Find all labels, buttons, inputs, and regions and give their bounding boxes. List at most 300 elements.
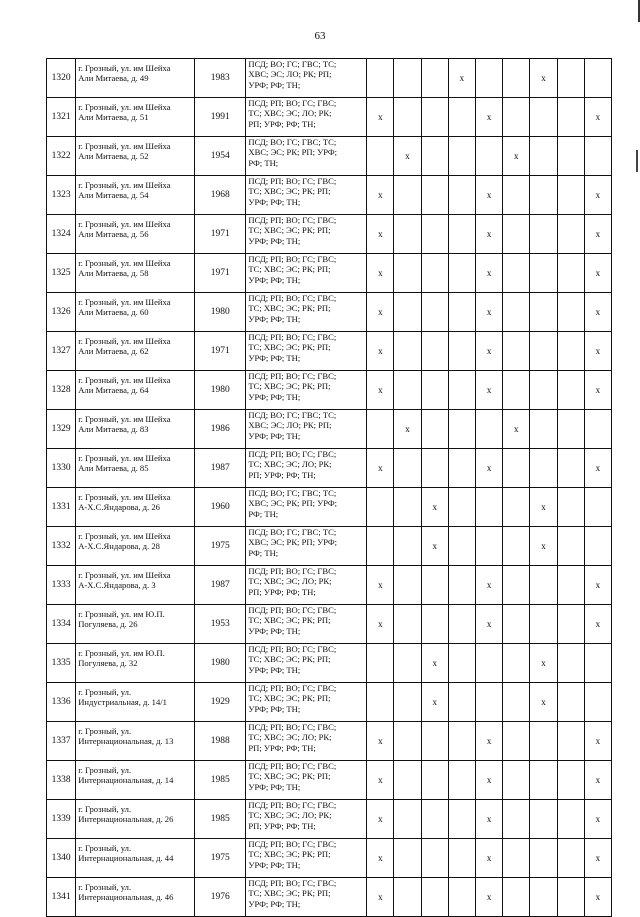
row-number: 1323	[47, 176, 76, 215]
mark-cell	[475, 59, 502, 98]
address-cell	[76, 878, 195, 917]
services-line: ПСД; РП; ВО; ГС; ГВС;	[248, 371, 337, 381]
services-line: ХВС; ЭС; ЛО; РК; РП;	[248, 69, 332, 80]
address-line: Интернациональная, д. 46	[78, 892, 174, 902]
year-cell: 1985	[195, 800, 246, 839]
mark-cell	[557, 683, 584, 722]
address-line: г. Грозный, ул. им Шейха	[78, 141, 171, 151]
table-row	[47, 293, 612, 332]
mark-cell: x	[584, 566, 611, 605]
address-cell	[76, 488, 195, 527]
mark-cell	[530, 410, 557, 449]
year-cell: 1953	[195, 605, 246, 644]
mark-cell	[421, 722, 448, 761]
services-line: ХВС; ЭС; РК; РП; УРФ;	[248, 537, 338, 548]
mark-cell	[367, 488, 394, 527]
mark-cell: x	[530, 644, 557, 683]
row-number: 1336	[47, 683, 76, 722]
table-row	[47, 410, 612, 449]
mark-cell	[503, 644, 530, 683]
address-cell	[76, 566, 195, 605]
address-line: г. Грозный, ул. им Шейха	[78, 336, 171, 346]
mark-cell	[503, 527, 530, 566]
mark-cell	[557, 332, 584, 371]
services-line: УРФ; РФ; ТН;	[248, 430, 301, 441]
mark-cell	[557, 137, 584, 176]
mark-cell: x	[367, 566, 394, 605]
services-line: ХВС; ЭС; ЛО; РК; РП;	[248, 420, 332, 431]
mark-cell	[394, 371, 421, 410]
services-line: ПСД; ВО; ГС; ГВС; ТС;	[248, 59, 337, 69]
services-line: ТС; ХВС; ЭС; РК; РП;	[248, 381, 331, 392]
mark-cell	[584, 683, 611, 722]
address-line: Интернациональная, д. 13	[78, 736, 174, 746]
mark-cell	[557, 722, 584, 761]
mark-cell	[394, 605, 421, 644]
mark-cell	[394, 449, 421, 488]
row-number: 1330	[47, 449, 76, 488]
services-line: ХВС; ЭС; РК; РП; УРФ;	[248, 147, 338, 158]
services-line: ХВС; ЭС; РК; РП; УРФ;	[248, 498, 338, 509]
services-cell	[246, 605, 367, 644]
address-cell	[76, 683, 195, 722]
page-number: 63	[314, 30, 326, 42]
services-line: ТС; ХВС; ЭС; РК; РП;	[248, 771, 331, 782]
services-line: ТС; ХВС; ЭС; ЛО; РК;	[248, 810, 332, 821]
mark-cell	[557, 371, 584, 410]
services-line: ПСД; ВО; ГС; ГВС; ТС;	[248, 488, 337, 498]
mark-cell	[448, 410, 475, 449]
mark-cell	[503, 59, 530, 98]
services-cell	[246, 98, 367, 137]
mark-cell	[394, 527, 421, 566]
year-cell: 1971	[195, 215, 246, 254]
services-line: РП; УРФ; РФ; ТН;	[248, 742, 316, 753]
mark-cell	[530, 839, 557, 878]
mark-cell	[530, 176, 557, 215]
services-line: РП; УРФ; РФ; ТН;	[248, 118, 316, 129]
table-row	[47, 527, 612, 566]
address-line: г. Грозный, ул. им Шейха	[78, 297, 171, 307]
mark-cell	[448, 839, 475, 878]
address-line: Али Митаева, д. 52	[78, 151, 149, 161]
mark-cell	[530, 722, 557, 761]
year-cell: 1987	[195, 566, 246, 605]
mark-cell: x	[584, 878, 611, 917]
row-number: 1324	[47, 215, 76, 254]
services-line: ТС; ХВС; ЭС; РК; РП;	[248, 888, 331, 899]
table-row	[47, 137, 612, 176]
mark-cell	[421, 410, 448, 449]
mark-cell: x	[530, 683, 557, 722]
mark-cell	[530, 800, 557, 839]
table-row	[47, 566, 612, 605]
mark-cell	[584, 137, 611, 176]
mark-cell	[421, 878, 448, 917]
year-cell: 1975	[195, 527, 246, 566]
services-line: ПСД; ВО; ГС; ГВС; ТС;	[248, 527, 337, 537]
services-cell	[246, 293, 367, 332]
table-row	[47, 605, 612, 644]
address-cell	[76, 215, 195, 254]
mark-cell: x	[367, 98, 394, 137]
mark-cell	[503, 371, 530, 410]
mark-cell	[394, 644, 421, 683]
mark-cell	[530, 878, 557, 917]
mark-cell	[367, 137, 394, 176]
year-cell: 1980	[195, 293, 246, 332]
address-line: Интернациональная, д. 44	[78, 853, 174, 863]
registry-table-body	[47, 59, 612, 917]
table-row	[47, 839, 612, 878]
table-row	[47, 683, 612, 722]
address-cell	[76, 332, 195, 371]
address-cell	[76, 761, 195, 800]
mark-cell	[557, 449, 584, 488]
services-line: ПСД; РП; ВО; ГС; ГВС;	[248, 449, 337, 459]
address-cell	[76, 410, 195, 449]
mark-cell: x	[421, 683, 448, 722]
services-line: РП; УРФ; РФ; ТН;	[248, 586, 316, 597]
services-line: ПСД; РП; ВО; ГС; ГВС;	[248, 683, 337, 693]
year-cell: 1986	[195, 410, 246, 449]
address-cell	[76, 644, 195, 683]
address-cell	[76, 293, 195, 332]
table-row	[47, 878, 612, 917]
table-row	[47, 644, 612, 683]
mark-cell: x	[584, 254, 611, 293]
row-number: 1334	[47, 605, 76, 644]
mark-cell: x	[475, 605, 502, 644]
row-number: 1322	[47, 137, 76, 176]
table-row	[47, 449, 612, 488]
mark-cell	[448, 293, 475, 332]
row-number: 1333	[47, 566, 76, 605]
mark-cell	[557, 839, 584, 878]
mark-cell	[557, 176, 584, 215]
year-cell: 1971	[195, 332, 246, 371]
mark-cell	[503, 566, 530, 605]
mark-cell: x	[584, 839, 611, 878]
mark-cell	[394, 839, 421, 878]
mark-cell	[584, 410, 611, 449]
services-cell	[246, 722, 367, 761]
mark-cell: x	[584, 215, 611, 254]
services-line: УРФ; РФ; ТН;	[248, 274, 301, 285]
mark-cell: x	[503, 137, 530, 176]
table-row	[47, 488, 612, 527]
services-line: ПСД; РП; ВО; ГС; ГВС;	[248, 176, 337, 186]
mark-cell: x	[584, 800, 611, 839]
scan-edge-mark-side	[632, 150, 638, 172]
mark-cell	[475, 137, 502, 176]
table-row	[47, 176, 612, 215]
address-cell	[76, 176, 195, 215]
mark-cell: x	[367, 449, 394, 488]
address-cell	[76, 527, 195, 566]
mark-cell	[421, 254, 448, 293]
mark-cell	[448, 605, 475, 644]
mark-cell: x	[584, 722, 611, 761]
year-cell: 1985	[195, 761, 246, 800]
mark-cell	[448, 488, 475, 527]
address-line: А-Х.С.Яндарова, д. 26	[78, 502, 160, 512]
services-line: ТС; ХВС; ЭС; РК; РП;	[248, 849, 331, 860]
mark-cell: x	[475, 449, 502, 488]
address-cell	[76, 605, 195, 644]
mark-cell	[557, 488, 584, 527]
mark-cell	[530, 605, 557, 644]
services-line: УРФ; РФ; ТН;	[248, 781, 301, 792]
mark-cell: x	[475, 566, 502, 605]
mark-cell: x	[475, 761, 502, 800]
row-number: 1335	[47, 644, 76, 683]
services-line: ПСД; РП; ВО; ГС; ГВС;	[248, 800, 337, 810]
mark-cell	[475, 527, 502, 566]
mark-cell: x	[475, 371, 502, 410]
mark-cell	[584, 488, 611, 527]
mark-cell: x	[475, 293, 502, 332]
row-number: 1321	[47, 98, 76, 137]
mark-cell: x	[475, 332, 502, 371]
services-line: ТС; ХВС; ЭС; РК; РП;	[248, 225, 331, 236]
registry-table	[46, 58, 612, 917]
table-row	[47, 98, 612, 137]
address-line: Интернациональная, д. 14	[78, 775, 174, 785]
table-row	[47, 761, 612, 800]
services-line: ТС; ХВС; ЭС; РК; РП;	[248, 654, 331, 665]
year-cell: 1988	[195, 722, 246, 761]
mark-cell	[475, 410, 502, 449]
table-row	[47, 254, 612, 293]
services-line: ТС; ХВС; ЭС; ЛО; РК;	[248, 108, 332, 119]
mark-cell	[503, 605, 530, 644]
mark-cell	[421, 98, 448, 137]
services-line: УРФ; РФ; ТН;	[248, 859, 301, 870]
mark-cell: x	[475, 254, 502, 293]
mark-cell: x	[367, 839, 394, 878]
services-line: ПСД; РП; ВО; ГС; ГВС;	[248, 605, 337, 615]
mark-cell: x	[530, 488, 557, 527]
mark-cell: x	[475, 839, 502, 878]
address-line: Погуляева, д. 32	[78, 658, 138, 668]
mark-cell	[421, 293, 448, 332]
address-line: г. Грозный, ул.	[78, 687, 132, 697]
services-cell	[246, 761, 367, 800]
services-line: ТС; ХВС; ЭС; РК; РП;	[248, 303, 331, 314]
mark-cell: x	[367, 800, 394, 839]
mark-cell	[503, 878, 530, 917]
services-line: ПСД; РП; ВО; ГС; ГВС;	[248, 722, 337, 732]
services-line: ТС; ХВС; ЭС; ЛО; РК;	[248, 459, 332, 470]
mark-cell	[557, 98, 584, 137]
mark-cell	[367, 59, 394, 98]
services-line: ПСД; РП; ВО; ГС; ГВС;	[248, 839, 337, 849]
mark-cell	[448, 800, 475, 839]
mark-cell	[530, 332, 557, 371]
address-cell	[76, 137, 195, 176]
mark-cell	[448, 176, 475, 215]
year-cell: 1991	[195, 98, 246, 137]
mark-cell: x	[584, 176, 611, 215]
services-line: РФ; ТН;	[248, 547, 279, 558]
mark-cell: x	[367, 293, 394, 332]
services-line: ПСД; РП; ВО; ГС; ГВС;	[248, 254, 337, 264]
address-line: Али Митаева, д. 51	[78, 112, 149, 122]
mark-cell: x	[530, 59, 557, 98]
mark-cell	[530, 293, 557, 332]
services-line: ПСД; РП; ВО; ГС; ГВС;	[248, 215, 337, 225]
row-number: 1337	[47, 722, 76, 761]
mark-cell: x	[367, 332, 394, 371]
mark-cell: x	[394, 410, 421, 449]
address-line: г. Грозный, ул. им Шейха	[78, 63, 171, 73]
mark-cell	[557, 800, 584, 839]
address-line: г. Грозный, ул.	[78, 804, 132, 814]
services-cell	[246, 644, 367, 683]
services-cell	[246, 800, 367, 839]
services-line: УРФ; РФ; ТН;	[248, 625, 301, 636]
mark-cell	[448, 98, 475, 137]
address-line: г. Грозный, ул.	[78, 726, 132, 736]
address-line: г. Грозный, ул. им Шейха	[78, 414, 171, 424]
services-line: ПСД; РП; ВО; ГС; ГВС;	[248, 761, 337, 771]
row-number: 1326	[47, 293, 76, 332]
services-line: ТС; ХВС; ЭС; РК; РП;	[248, 186, 331, 197]
address-line: А-Х.С.Яндарова, д. 3	[78, 580, 156, 590]
mark-cell: x	[584, 371, 611, 410]
services-line: УРФ; РФ; ТН;	[248, 391, 301, 402]
address-cell	[76, 59, 195, 98]
address-line: Али Митаева, д. 83	[78, 424, 149, 434]
services-line: РП; УРФ; РФ; ТН;	[248, 820, 316, 831]
services-cell	[246, 488, 367, 527]
services-line: ТС; ХВС; ЭС; РК; РП;	[248, 342, 331, 353]
table-row	[47, 215, 612, 254]
mark-cell	[557, 644, 584, 683]
services-line: РФ; ТН;	[248, 508, 279, 519]
mark-cell: x	[421, 527, 448, 566]
services-line: ПСД; РП; ВО; ГС; ГВС;	[248, 878, 337, 888]
address-line: Али Митаева, д. 85	[78, 463, 149, 473]
services-cell	[246, 527, 367, 566]
mark-cell	[557, 527, 584, 566]
table-row	[47, 800, 612, 839]
mark-cell	[421, 566, 448, 605]
mark-cell	[448, 683, 475, 722]
mark-cell: x	[367, 215, 394, 254]
services-line: ТС; ХВС; ЭС; ЛО; РК;	[248, 576, 332, 587]
mark-cell	[394, 566, 421, 605]
mark-cell	[557, 59, 584, 98]
mark-cell	[530, 254, 557, 293]
row-number: 1332	[47, 527, 76, 566]
mark-cell: x	[584, 98, 611, 137]
mark-cell	[394, 878, 421, 917]
services-line: УРФ; РФ; ТН;	[248, 235, 301, 246]
mark-cell	[584, 59, 611, 98]
services-cell	[246, 878, 367, 917]
mark-cell	[421, 371, 448, 410]
row-number: 1320	[47, 59, 76, 98]
services-line: ПСД; РП; ВО; ГС; ГВС;	[248, 293, 337, 303]
address-line: Индустриальная, д. 14/1	[78, 697, 167, 707]
mark-cell: x	[475, 878, 502, 917]
services-cell	[246, 410, 367, 449]
mark-cell	[503, 293, 530, 332]
mark-cell	[448, 878, 475, 917]
mark-cell	[367, 527, 394, 566]
services-line: УРФ; РФ; ТН;	[248, 898, 301, 909]
mark-cell: x	[475, 176, 502, 215]
mark-cell	[367, 410, 394, 449]
mark-cell	[421, 215, 448, 254]
services-line: ТС; ХВС; ЭС; РК; РП;	[248, 693, 331, 704]
mark-cell	[557, 293, 584, 332]
services-line: УРФ; РФ; ТН;	[248, 703, 301, 714]
mark-cell	[475, 683, 502, 722]
mark-cell	[530, 371, 557, 410]
mark-cell	[584, 644, 611, 683]
address-line: г. Грозный, ул. им Шейха	[78, 180, 171, 190]
address-line: г. Грозный, ул. им Шейха	[78, 453, 171, 463]
address-line: г. Грозный, ул. им Шейха	[78, 102, 171, 112]
services-line: ПСД; РП; ВО; ГС; ГВС;	[248, 566, 337, 576]
year-cell: 1980	[195, 371, 246, 410]
mark-cell	[530, 215, 557, 254]
services-cell	[246, 215, 367, 254]
services-cell	[246, 683, 367, 722]
services-cell	[246, 59, 367, 98]
services-line: УРФ; РФ; ТН;	[248, 352, 301, 363]
mark-cell	[503, 800, 530, 839]
services-cell	[246, 371, 367, 410]
services-cell	[246, 449, 367, 488]
row-number: 1340	[47, 839, 76, 878]
services-cell	[246, 839, 367, 878]
address-line: Али Митаева, д. 56	[78, 229, 149, 239]
row-number: 1338	[47, 761, 76, 800]
address-cell	[76, 449, 195, 488]
address-line: Погуляева, д. 26	[78, 619, 138, 629]
mark-cell	[503, 488, 530, 527]
mark-cell	[448, 449, 475, 488]
mark-cell	[394, 176, 421, 215]
mark-cell	[503, 254, 530, 293]
mark-cell	[394, 254, 421, 293]
mark-cell	[530, 449, 557, 488]
year-cell: 1976	[195, 878, 246, 917]
mark-cell: x	[584, 332, 611, 371]
mark-cell: x	[367, 722, 394, 761]
address-cell	[76, 98, 195, 137]
mark-cell	[394, 761, 421, 800]
mark-cell	[448, 215, 475, 254]
mark-cell	[448, 566, 475, 605]
mark-cell: x	[475, 98, 502, 137]
mark-cell: x	[421, 488, 448, 527]
mark-cell: x	[367, 878, 394, 917]
address-line: г. Грозный, ул.	[78, 882, 132, 892]
address-line: г. Грозный, ул. им Ю.П.	[78, 648, 165, 658]
services-line: ТС; ХВС; ЭС; РК; РП;	[248, 264, 331, 275]
services-line: ТС; ХВС; ЭС; РК; РП;	[248, 615, 331, 626]
mark-cell	[394, 488, 421, 527]
address-line: г. Грозный, ул. им Шейха	[78, 570, 171, 580]
services-cell	[246, 254, 367, 293]
mark-cell: x	[367, 605, 394, 644]
mark-cell	[394, 293, 421, 332]
